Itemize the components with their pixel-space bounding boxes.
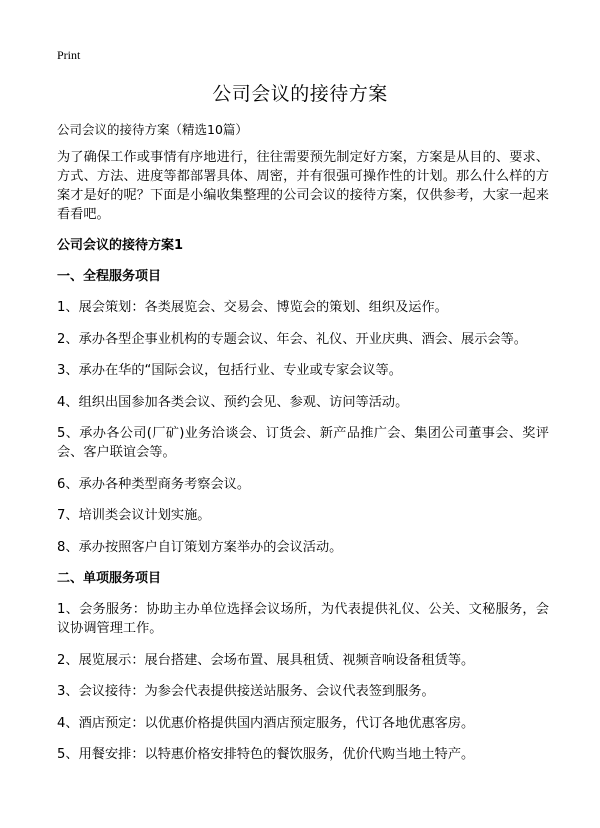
list-item: 5、用餐安排：以特惠价格安排特色的餐饮服务，优价代购当地土特产。: [57, 747, 475, 762]
list-item: 5、承办各公司(厂矿)业务洽谈会、订货会、新产品推广会、集团公司董事会、奖评会、客户联谊会等。: [57, 426, 549, 460]
print-link[interactable]: Print: [57, 48, 81, 62]
section-heading-single-service: 二、单项服务项目: [57, 571, 162, 586]
page-title: 公司会议的接待方案: [212, 83, 388, 105]
list-item: 4、酒店预定：以优惠价格提供国内酒店预定服务，代订各地优惠客房。: [57, 715, 475, 731]
list-item: 7、培训类会议计划实施。: [57, 508, 211, 523]
list-item: 1、展会策划：各类展览会、交易会、博览会的策划、组织及运作。: [57, 300, 448, 315]
list-item: 2、承办各型企事业机构的专题会议、年会、礼仪、开业庆典、酒会、展示会等。: [57, 331, 527, 347]
document-body: [57, 120, 549, 777]
section-heading-full-service: 一、全程服务项目: [57, 269, 162, 284]
document-subtitle: 公司会议的接待方案（精选10篇）: [57, 122, 248, 137]
list-item: 6、承办各种类型商务考察会议。: [57, 476, 251, 492]
list-item: 3、承办在华的“国际会议，包括行业、专业或专家会议等。: [57, 363, 402, 378]
list-item: 3、会议接待：为参会代表提供接送站服务、会议代表签到服务。: [57, 684, 435, 699]
list-item: 8、承办按照客户自订策划方案举办的会议活动。: [57, 539, 343, 555]
list-item: 2、展览展示：展台搭建、会场布置、展具租赁、视频音响设备租赁等。: [57, 652, 475, 668]
list-item: 4、组织出国参加各类会议、预约会见、参观、访问等活动。: [57, 394, 409, 410]
list-item: 1、会务服务：协助主办单位选择会议场所，为代表提供礼仪、公关、文秘服务，会议协调管理工作。: [57, 602, 549, 636]
intro-paragraph: 为了确保工作或事情有序地进行，往往需要预先制定好方案，方案是从目的、要求、方式、方法、进度等都部署具体、周密，并有很强可操作性的计划。那么什么样的方案才是好的呢？下面是小编收集整理的公司会议的接待方案，仅供参考，大家一起来看看吧。: [57, 150, 549, 222]
plan-heading: 公司会议的接待方案1: [57, 238, 184, 253]
